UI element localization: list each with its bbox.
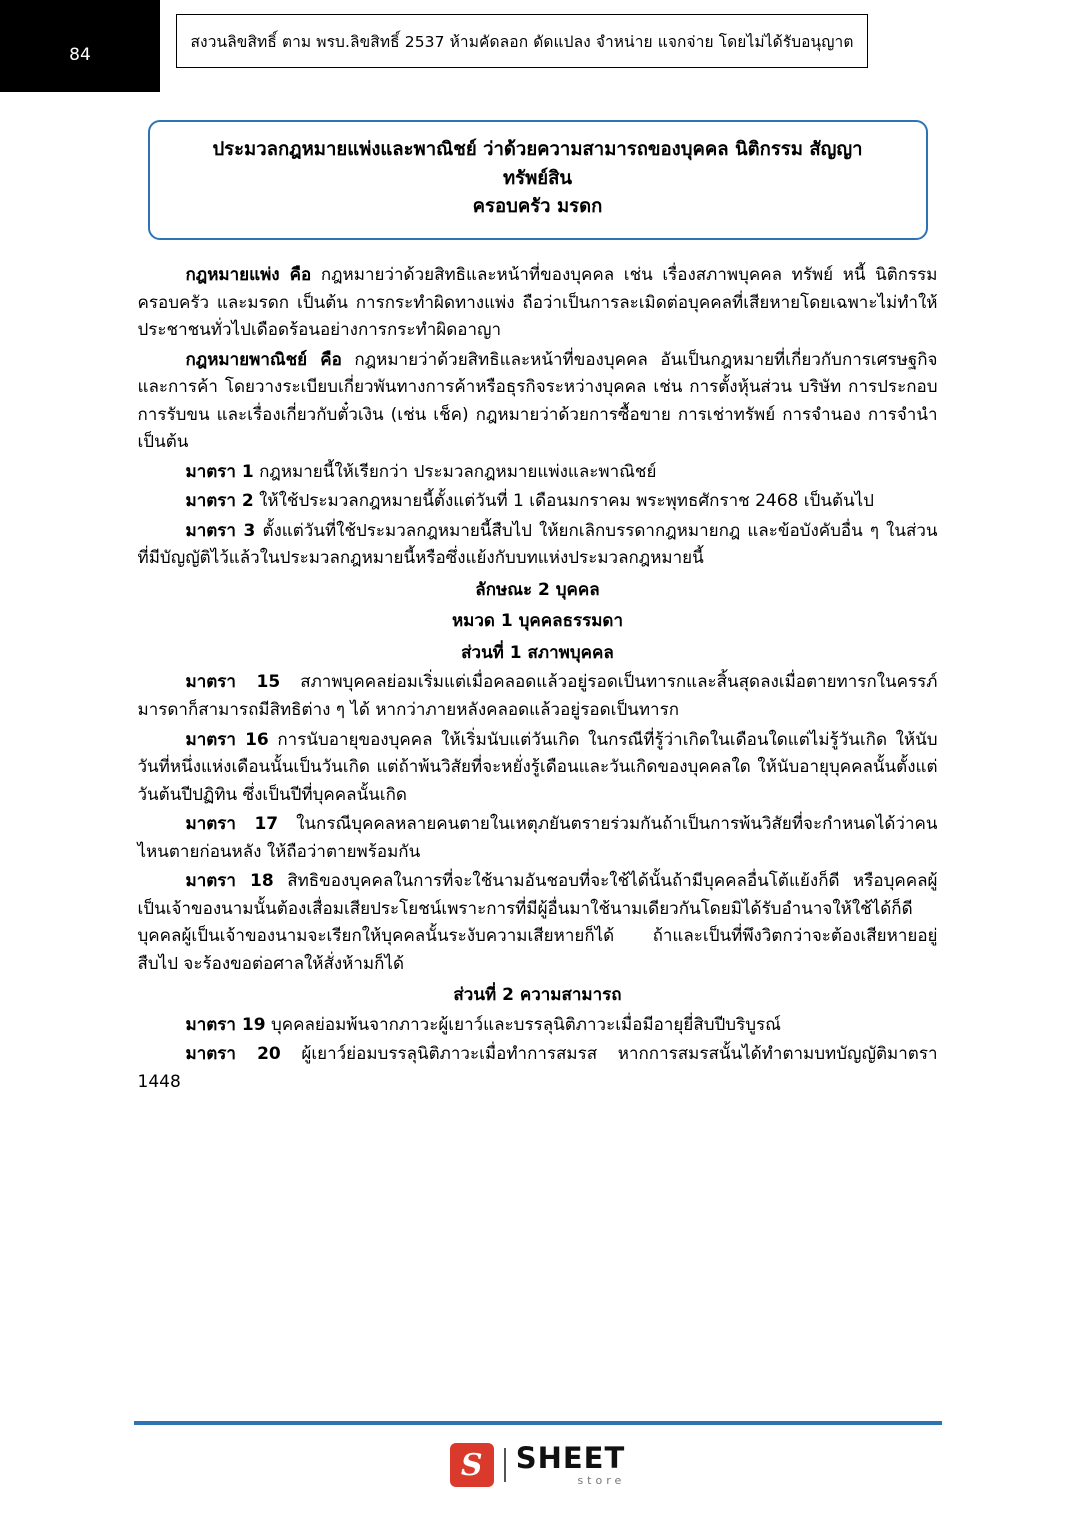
text-section-16: การนับอายุของบุคคล ให้เริ่มนับแต่วันเกิด ในกรณีที่รู้ว่าเกิดในเดือนใดแต่ไม่รู้วันเกิด ให้นับวันที่หนึ่งแห่งเดือนนั้นเป็นวันเกิด แต่ถ้าพ้นวิสัยที่จะหยั่งรู้เดือนและวันเกิดของบุคคลใด ให้นับอายุบุคคลนั้นตั้งแต่วันต้นปีปฏิทิน ซึ่งเป็นปีที่บุคคลนั้นเกิด — [137, 729, 938, 805]
text-section-2: ให้ใช้ประมวลกฎหมายนี้ตั้งแต่วันที่ 1 เดือนมกราคม พระพุทธศักราช 2468 เป็นต้นไป — [253, 491, 874, 512]
heading-part-2: ส่วนที่ 2 ความสามารถ — [453, 985, 622, 1006]
page-header — [0, 0, 1075, 92]
section-16 — [138, 727, 938, 810]
label-section-16: มาตรา 16 — [185, 729, 269, 750]
section-18 — [138, 868, 938, 978]
text-section-18: สิทธิของบุคคลในการที่จะใช้นามอันชอบที่จะใช้ได้นั้นถ้ามีบุคคลอื่นโต้แย้งก็ดี หรือบุคคลผู้เป็นเจ้าของนามนั้นต้องเสื่อมเสียประโยชน์เพราะการที่มีผู้อื่นมาใช้นามเดียวกันโดยมิได้รับอำนาจให้ใช้ได้ก็ดีบุคคลผู้เป็นเจ้าของนามจะเรียกให้บุคคลนั้นระงับความเสียหายก็ได้ ถ้าและเป็นที่พึงวิตกว่าจะต้องเสียหายอยู่สืบไป จะร้องขอต่อศาลให้สั่งห้ามก็ได้ — [137, 871, 938, 974]
text-commercial-law: กฎหมายว่าด้วยสิทธิและหน้าที่ของบุคคล อันเป็นกฎหมายที่เกี่ยวกับการเศรษฐกิจและการค้า โดยวางระเบียบเกี่ยวพันทางการค้าหรือธุรกิจระหว่างบุคคล เช่น การตั้งหุ้นส่วน บริษัท การประกอบการรับขน และเรื่องเกี่ยวกับตั๋วเงิน (เช่น เช็ค) กฎหมายว่าด้วยการซื้อขาย การเช่าทรัพย์ การจำนอง การจำนำ เป็นต้น — [137, 349, 938, 453]
copyright-notice-box — [176, 14, 868, 68]
heading-part-1: ส่วนที่ 1 สภาพบุคคล — [461, 642, 614, 663]
paragraph-commercial-law — [138, 347, 938, 457]
label-section-3: มาตรา 3 — [185, 520, 256, 541]
text-civil-law: กฎหมายว่าด้วยสิทธิและหน้าที่ของบุคคล เช่น เรื่องสภาพบุคคล ทรัพย์ หนี้ นิติกรรม ครอบครัว และมรดก เป็นต้น การกระทำผิดทางแพ่ง ถือว่าเป็นการละเมิดต่อบุคคลที่เสียหายโดยเฉพาะไม่ทำให้ประชาชนทั่วไปเดือดร้อนอย่างการกระทำผิดอาญา — [137, 265, 938, 341]
copyright-notice-text: สงวนลิขสิทธิ์ ตาม พรบ.ลิขสิทธิ์ 2537 ห้ามคัดลอก ดัดแปลง จำหน่าย แจกจ่าย โดยไม่ได้รับอนุญาต — [190, 32, 854, 51]
section-17 — [138, 811, 938, 866]
label-section-17: มาตรา 17 — [185, 814, 279, 835]
logo-divider — [504, 1448, 506, 1482]
section-3 — [138, 518, 938, 573]
label-civil-law: กฎหมายแพ่ง คือ — [185, 265, 312, 286]
section-20 — [138, 1041, 938, 1096]
title-line-2: ครอบครัว มรดก — [472, 196, 603, 218]
logo-s-icon: S — [450, 1443, 494, 1487]
label-section-1: มาตรา 1 — [185, 461, 254, 482]
text-section-15: สภาพบุคคลย่อมเริ่มแต่เมื่อคลอดแล้วอยู่รอดเป็นทารกและสิ้นสุดลงเมื่อตายทารกในครรภ์มารดาก็สามารถมีสิทธิต่าง ๆ ได้ หากว่าภายหลังคลอดแล้วอยู่รอดเป็นทารก — [137, 672, 938, 720]
title-line-1: ประมวลกฎหมายแพ่งและพาณิชย์ ว่าด้วยความสามารถของบุคคล นิติกรรม สัญญา ทรัพย์สิน — [212, 139, 863, 189]
label-section-2: มาตรา 2 — [185, 491, 254, 512]
heading-chapter-2: ลักษณะ 2 บุคคล — [475, 579, 600, 600]
footer-divider — [134, 1421, 942, 1425]
logo-main-text: SHEET — [515, 1441, 626, 1475]
label-section-18: มาตรา 18 — [185, 871, 274, 892]
label-commercial-law: กฎหมายพาณิชย์ คือ — [185, 349, 342, 370]
page-number-block — [0, 0, 160, 92]
label-section-15: มาตรา 15 — [185, 672, 281, 693]
text-section-3: ตั้งแต่วันที่ใช้ประมวลกฎหมายนี้สืบไป ให้ยกเลิกบรรดากฎหมายกฎ และข้อบังคับอื่น ๆ ในส่วนที่มีบัญญัติไว้แล้วในประมวลกฎหมายนี้หรือซึ่งแย้งกับบทแห่งประมวลกฎหมายนี้ — [137, 520, 938, 569]
text-section-19: บุคคลย่อมพ้นจากภาวะผู้เยาว์และบรรลุนิติภาวะเมื่อมีอายุยี่สิบปีบริบูรณ์ — [265, 1014, 781, 1035]
logo-wordmark — [515, 1441, 626, 1487]
document-body — [138, 240, 938, 1096]
section-15 — [138, 669, 938, 724]
section-19 — [138, 1012, 938, 1040]
page-footer — [0, 1421, 1075, 1487]
text-section-17: ในกรณีบุคคลหลายคนตายในเหตุภยันตรายร่วมกันถ้าเป็นการพ้นวิสัยที่จะกำหนดได้ว่าคนไหนตายก่อนหลัง ให้ถือว่าตายพร้อมกัน — [137, 814, 938, 862]
heading-division-1: หมวด 1 บุคคลธรรมดา — [451, 611, 624, 632]
page-number: 84 — [69, 45, 91, 65]
sheet-store-logo — [423, 1443, 653, 1487]
text-section-20: ผู้เยาว์ย่อมบรรลุนิติภาวะเมื่อทำการสมรส หากการสมรสนั้นได้ทำตามบทบัญญัติมาตรา 1448 — [137, 1044, 938, 1092]
label-section-19: มาตรา 19 — [185, 1014, 266, 1035]
paragraph-civil-law — [138, 262, 938, 345]
section-2 — [138, 488, 938, 516]
document-title-banner — [148, 120, 928, 240]
logo-sub-text: store — [577, 1474, 626, 1487]
label-section-20: มาตรา 20 — [185, 1044, 281, 1065]
section-1 — [138, 459, 938, 487]
text-section-1: กฎหมายนี้ให้เรียกว่า ประมวลกฎหมายแพ่งและพาณิชย์ — [253, 461, 657, 482]
